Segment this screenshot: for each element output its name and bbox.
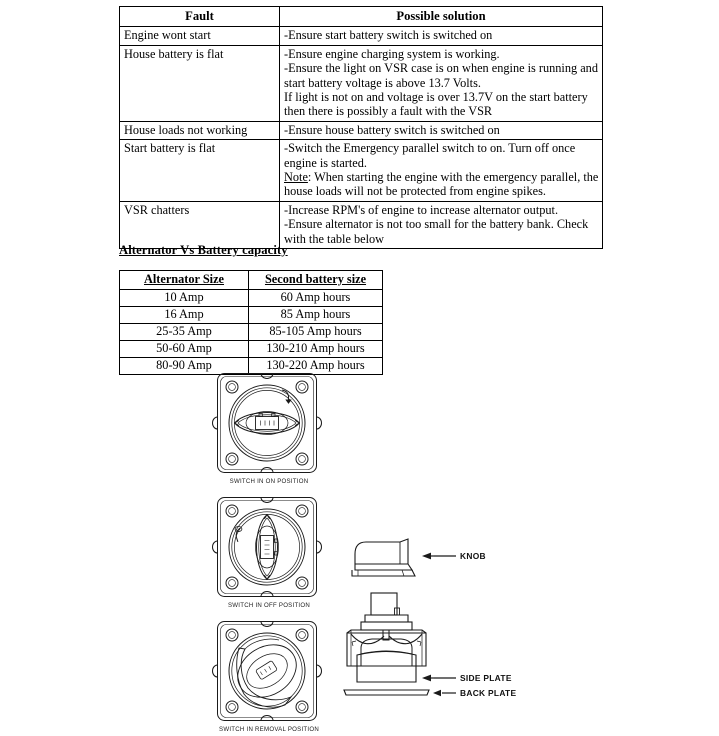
solution-line: -Ensure start battery switch is switched on <box>284 28 493 43</box>
capacity-heading: Alternator Vs Battery capacity <box>119 243 288 257</box>
figure-switch-on <box>209 370 329 488</box>
solution-line: Note: When starting the engine with the emergency parallel, the <box>284 170 599 185</box>
fault-table-wrapper <box>119 6 603 249</box>
figure-caption-switch-off: SWITCH IN OFF POSITION <box>227 602 311 609</box>
figure-switch-removal <box>209 618 329 736</box>
solution-line: -Increase RPM's of engine to increase alternator output. <box>284 202 559 217</box>
solution-line: engine is started. <box>284 155 367 170</box>
label-side-plate: SIDE PLATE <box>460 673 512 683</box>
capacity-row <box>120 307 383 324</box>
figure-caption-switch-removal: SWITCH IN REMOVAL POSITION <box>219 726 319 733</box>
solution-line: -Ensure engine charging system is working. <box>284 46 500 61</box>
cell-solution <box>280 27 603 45</box>
cell-fault: Engine wont start <box>120 27 280 45</box>
cell-alternator-size: 16 Amp <box>120 307 249 324</box>
cell-second-battery-size: 85 Amp hours <box>249 307 383 324</box>
table-row <box>120 27 603 45</box>
cell-second-battery-size: 130-220 Amp hours <box>249 358 383 375</box>
note-label: Note <box>284 170 308 185</box>
switch-faceplate-off-drawing <box>209 494 325 600</box>
cell-alternator-size: 80-90 Amp <box>120 358 249 375</box>
cell-alternator-size: 25-35 Amp <box>120 324 249 341</box>
cell-solution <box>280 201 603 248</box>
column-header-fault: Fault <box>120 7 280 27</box>
cell-second-battery-size: 130-210 Amp hours <box>249 341 383 358</box>
table-row <box>120 140 603 202</box>
solution-line: then there is possibly a fault with the VSR <box>284 104 493 119</box>
column-header-second-battery-size: Second battery size <box>249 271 383 290</box>
fault-table <box>119 6 603 249</box>
solution-line: -Ensure house battery switch is switched on <box>284 122 500 137</box>
switch-faceplate-on-drawing <box>209 370 325 476</box>
cell-alternator-size: 50-60 Amp <box>120 341 249 358</box>
cell-fault: House loads not working <box>120 121 280 139</box>
solution-line: -Ensure alternator is not too small for the battery bank. Check <box>284 217 589 232</box>
capacity-row <box>120 324 383 341</box>
cell-second-battery-size: 85-105 Amp hours <box>249 324 383 341</box>
table-header-row <box>120 7 603 27</box>
cell-fault: House battery is flat <box>120 45 280 121</box>
cell-alternator-size: 10 Amp <box>120 290 249 307</box>
capacity-row <box>120 290 383 307</box>
table-row <box>120 201 603 248</box>
capacity-row <box>120 341 383 358</box>
label-back-plate: BACK PLATE <box>460 688 517 698</box>
figure-side-view <box>338 530 568 720</box>
label-knob: KNOB <box>460 551 486 561</box>
cell-second-battery-size: 60 Amp hours <box>249 290 383 307</box>
solution-line: start battery voltage is above 13.7 Volts. <box>284 75 481 90</box>
table-row <box>120 121 603 139</box>
capacity-table-wrapper <box>119 270 383 375</box>
solution-line: with the table below <box>284 231 385 246</box>
cell-fault: VSR chatters <box>120 201 280 248</box>
capacity-header-row <box>120 271 383 290</box>
figure-caption-switch-on: SWITCH IN ON POSITION <box>229 478 309 485</box>
cell-solution <box>280 121 603 139</box>
table-row <box>120 45 603 121</box>
solution-line: house loads will not be protected from engine spikes. <box>284 184 546 199</box>
figure-switch-off <box>209 494 329 612</box>
solution-line: -Switch the Emergency parallel switch to on. Turn off once <box>284 141 576 156</box>
figures-area <box>0 366 719 733</box>
column-header-alternator-size: Alternator Size <box>120 271 249 290</box>
cell-solution <box>280 45 603 121</box>
cell-solution <box>280 140 603 202</box>
solution-line: If light is not on and voltage is over 13.7V on the start battery <box>284 90 588 105</box>
solution-line: -Ensure the light on VSR case is on when engine is running and <box>284 61 598 76</box>
column-header-solution: Possible solution <box>280 7 603 27</box>
switch-faceplate-removal-drawing <box>209 618 325 724</box>
cell-fault: Start battery is flat <box>120 140 280 202</box>
capacity-table <box>119 270 383 375</box>
side-view-drawing <box>338 530 568 720</box>
